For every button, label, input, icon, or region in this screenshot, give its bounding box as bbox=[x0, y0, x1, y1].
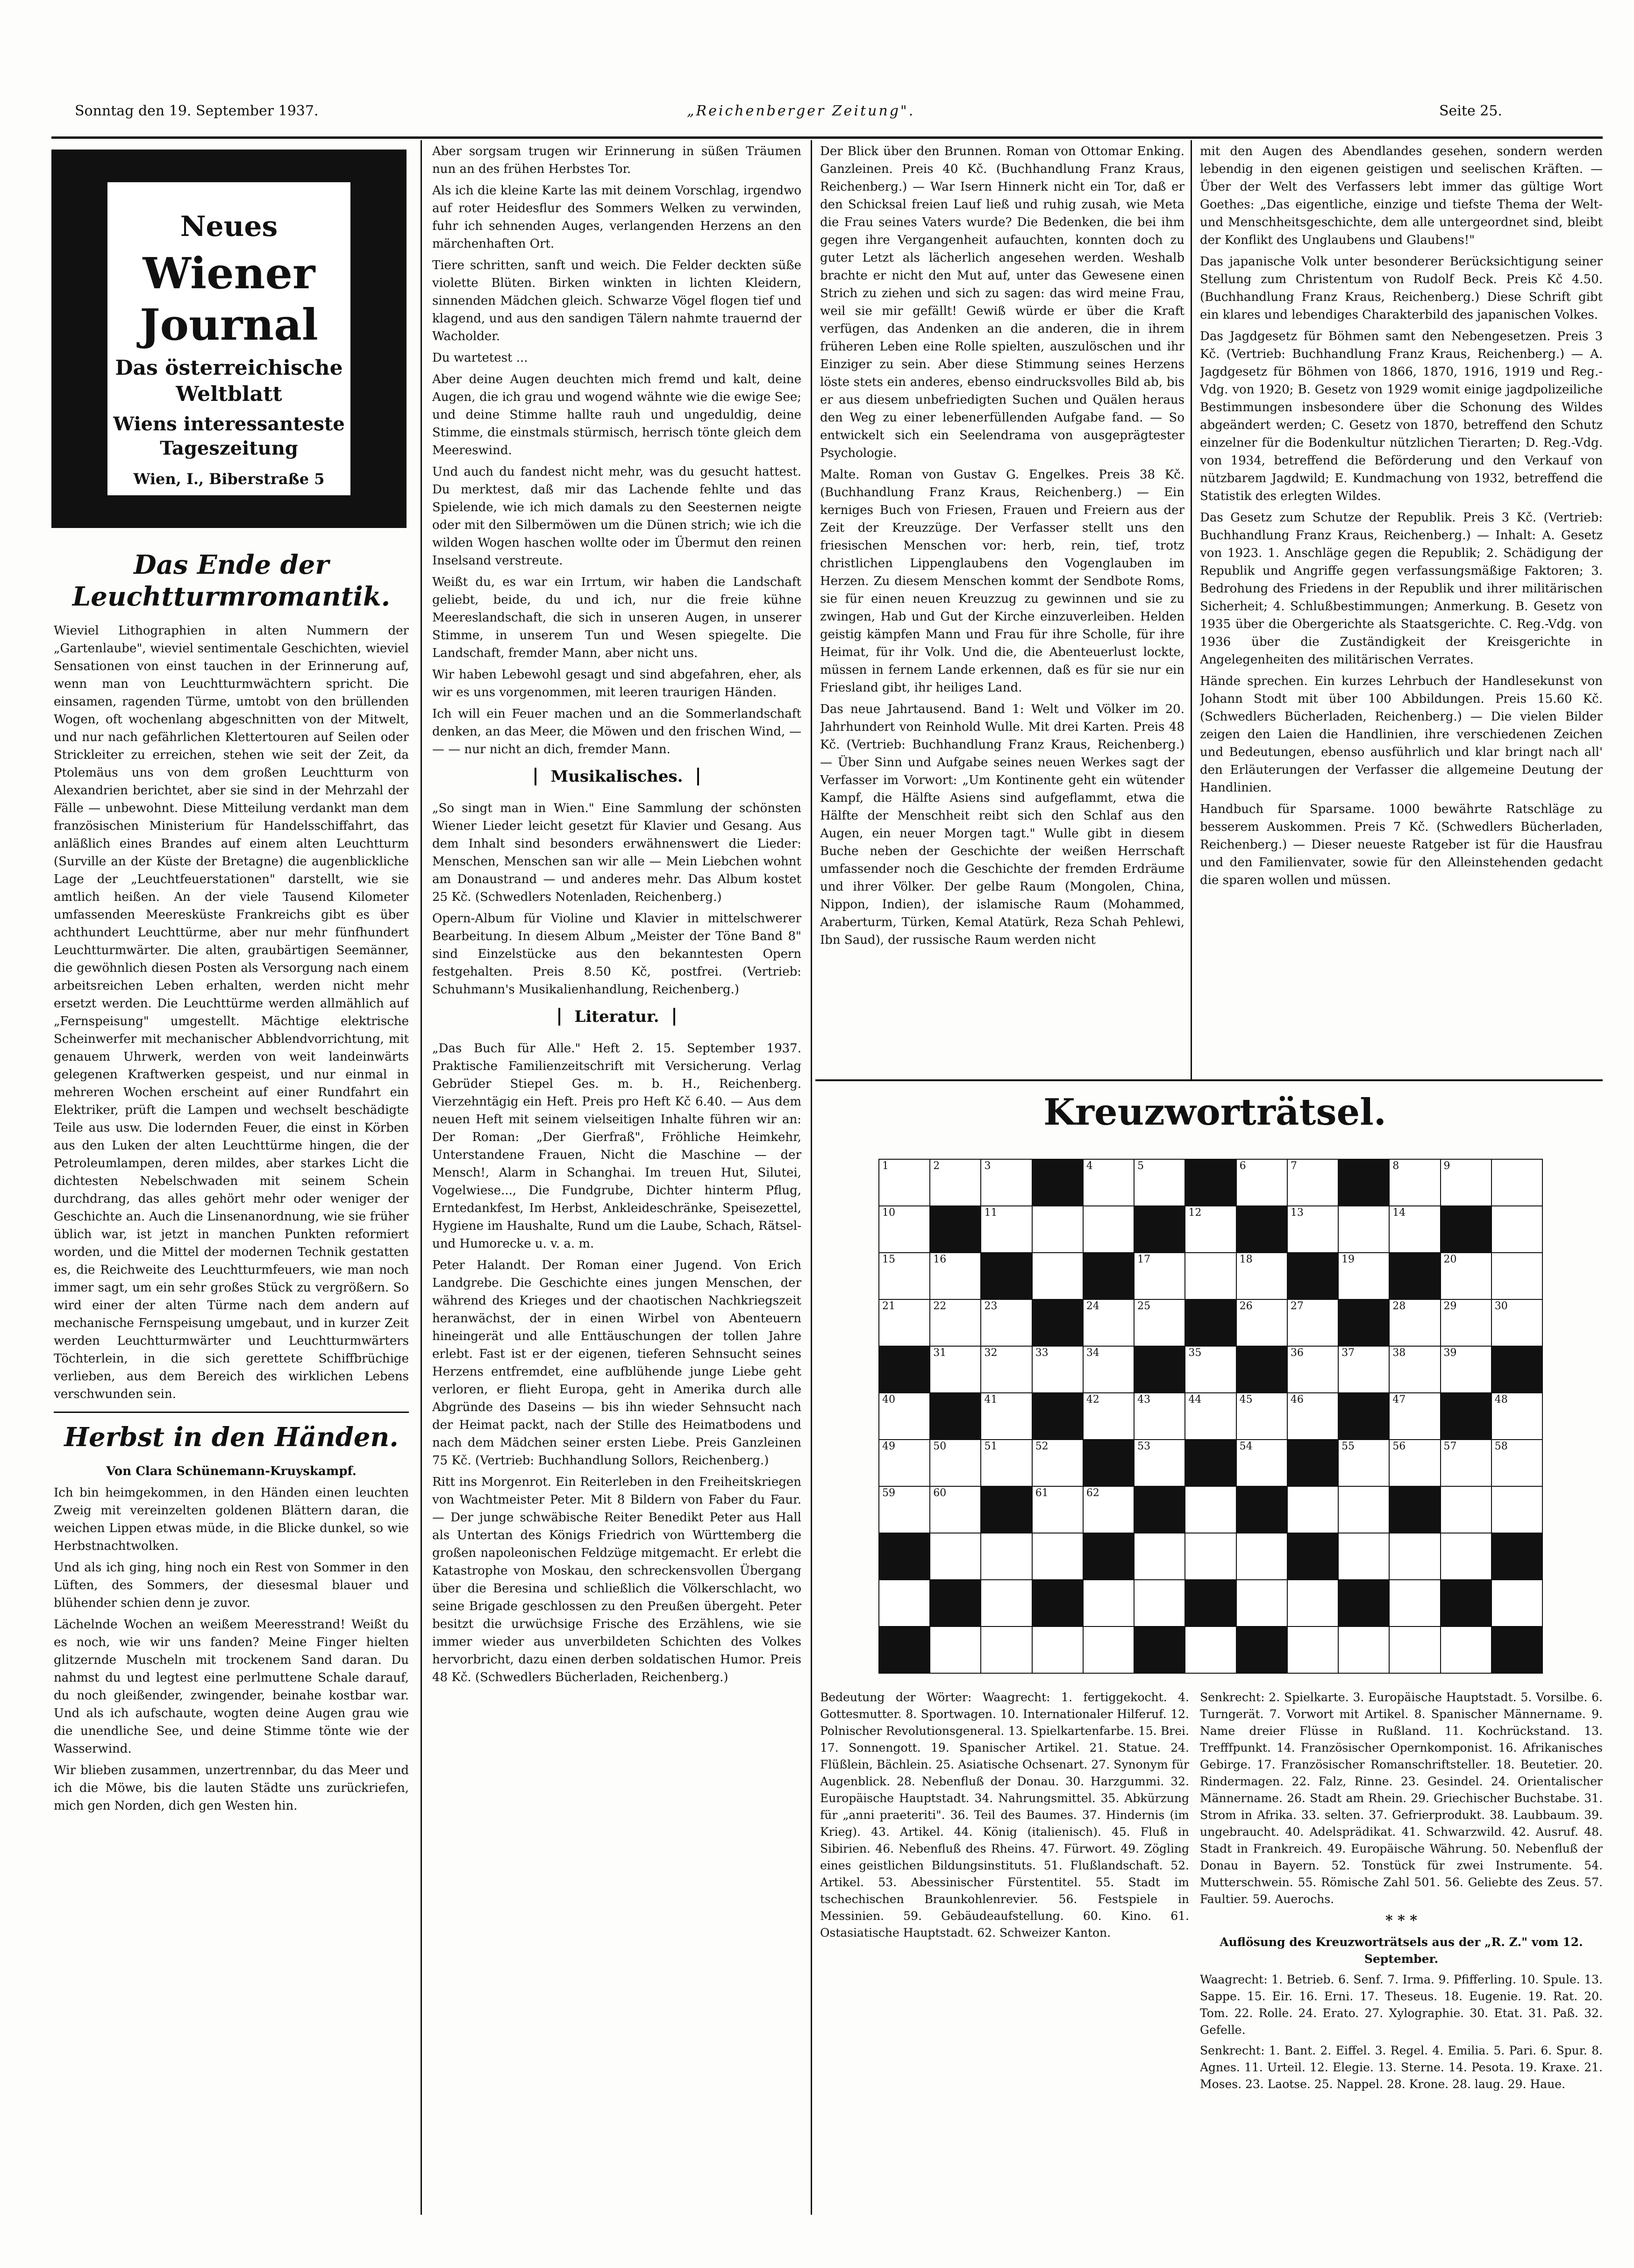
crossword-clue-number: 41 bbox=[984, 1394, 998, 1405]
crossword-cell[interactable] bbox=[1083, 1205, 1135, 1253]
crossword-cell[interactable] bbox=[1491, 1439, 1543, 1487]
crossword-cell[interactable] bbox=[1134, 1392, 1185, 1440]
crossword-black-cell bbox=[878, 1346, 930, 1393]
crossword-cell[interactable] bbox=[878, 1205, 930, 1253]
crossword-black-cell bbox=[1338, 1579, 1390, 1627]
section-heading-literature bbox=[432, 1008, 801, 1026]
clues-down: Senkrecht: 2. Spielkarte. 3. Europäische Hauptstadt. 5. Vorsilbe. 6. Turngerät. 7. Vorwort mit Artikel. 8. Spanischer Männername. 9. Name dreier Flüsse in Rußland. 11. Kochrückstand. 13. Trefffpunkt. 14. Französischer Opernkomponist. 16. Afrikanisches Gebirge. 17. Französischer Romanschriftsteller. 18. Beutetier. 20. Rindermagen. 22. Falz, Rinne. 23. Gesindel. 24. Orientalischer Männername. 26. Stadt am Rhein. 29. Griechischer Buchstabe. 31. Strom in Afrika. 33. selten. 37. Gefrierprodukt. 38. Laubbaum. 39. ungebraucht. 40. Adelsprädikat. 41. Schwarzwild. 42. Ausruf. 48. Stadt in Frankreich. 49. Europäische Währung. 50. Nebenfluß der Donau in Bayern. 52. Tonstück für zwei Instrumente. 54. Mutterschwein. 55. Römische Zahl 501. 56. Geliebte des Zeus. 57. Faultier. 59. Auerochs. bbox=[1200, 1690, 1603, 1906]
crossword-clue-number: 56 bbox=[1392, 1441, 1406, 1452]
crossword-title: Kreuzworträtsel. bbox=[1043, 1091, 1386, 1134]
crossword-clue-number: 23 bbox=[984, 1300, 998, 1312]
crossword-black-cell bbox=[1083, 1252, 1135, 1300]
review-entry: Das Jagdgesetz für Böhmen samt den Nebengesetzen. Preis 3 Kč. (Vertrieb: Buchhandlung Franz Kraus, Reichenberg.) — A. Jagdgesetz für Böhmen von 1866, 1870, 1916, 1919 und Reg.-Vdg. von 1920; B. Gesetz von 1929 womit einige jagdpolizeiliche Bestimmungen insbesondere über die Schonung des Wildes abgeändert werden; C. Gesetz von 1870, betreffend den Schutz einzelner für die Bodenkultur nützlichen Tierarten; D. Reg.-Vdg. von 1934, betreffend die Beförderung und den Verkauf von nützbarem Jagdwild; E. Kundmachung von 1932, betreffend die Statistik des erlegten Wildes. bbox=[1200, 329, 1603, 503]
crossword-clue-number: 24 bbox=[1086, 1300, 1099, 1312]
article-title: Herbst in den Händen. bbox=[64, 1422, 399, 1453]
crossword-cell[interactable] bbox=[1389, 1626, 1441, 1674]
crossword-cell[interactable] bbox=[980, 1626, 1032, 1674]
crossword-cell[interactable] bbox=[1032, 1205, 1084, 1253]
article-paragraph: Ich bin heimgekommen, in den Händen einen leuchten Zweig mit vereinzelten goldenen Blättern daran, die weichen Lippen etwas müde, in die Blicke dunkel, so wie Herbstnachtwolken. bbox=[54, 1486, 409, 1553]
crossword-cell[interactable] bbox=[1287, 1159, 1339, 1206]
crossword-clue-number: 48 bbox=[1494, 1394, 1508, 1405]
crossword-clue-number: 10 bbox=[882, 1207, 895, 1219]
crossword-cell[interactable] bbox=[878, 1579, 930, 1627]
crossword-cell[interactable] bbox=[929, 1626, 981, 1674]
article-paragraph: Wir blieben zusammen, unzertrennbar, du das Meer und ich die Möwe, bis die lauten Städte uns zurückriefen, mich gen Norden, dich gen Westen hin. bbox=[54, 1763, 409, 1813]
crossword-clue-number: 29 bbox=[1443, 1300, 1457, 1312]
crossword-black-cell bbox=[1134, 1205, 1185, 1253]
ad-panel bbox=[107, 182, 350, 495]
crossword-cell[interactable] bbox=[1440, 1346, 1492, 1393]
crossword-cell[interactable] bbox=[1134, 1533, 1185, 1580]
crossword-cell[interactable] bbox=[1287, 1299, 1339, 1347]
article-title: Das Ende der Leuchtturmromantik. bbox=[72, 549, 391, 612]
review-entry: Das neue Jahrtausend. Band 1: Welt und Völker im 20. Jahrhundert von Reinhold Wulle. Mit drei Karten. Preis 48 Kč. (Vertrieb: Buchhandlung Franz Kraus, Reichenberg.) — Über Sinn und Aufgabe seines neuen Werkes sagt der Verfasser im Vorwort: „Um Kontinente geht ein wütender Kampf, die Hälfte Asiens sind aufgeflammt, etwa die Hälfte der Menschheit reibt sich den Schlaf aus den Augen, ein neuer Morgen tagt." Wulle gibt in diesem Buche neben der Geschichte der weißen Herrschaft umfassender noch die Geschichte der fremden Erdräume und ihrer Völker. Der gelbe Raum (Mongolen, China, Nippon, Indien), der islamische Raum (Mohammed, Araberturm, Türken, Kemal Atatürk, Reza Schah Pehlewi, Ibn Saud), der russische Raum werden nicht bbox=[820, 702, 1184, 947]
crossword-clue-number: 34 bbox=[1086, 1347, 1099, 1359]
crossword-cell[interactable] bbox=[1491, 1486, 1543, 1533]
crossword-cell[interactable] bbox=[1440, 1533, 1492, 1580]
article-paragraph: Als ich die kleine Karte las mit deinem Vorschlag, irgendwo auf roter Heidesflur des Sommers Welken zu verwinden, fuhr ich sehnenden Auges, verlangenden Herzens an den märchenhaften Ort. bbox=[432, 184, 801, 251]
crossword-clue-number: 57 bbox=[1443, 1441, 1457, 1452]
crossword-clue-number: 19 bbox=[1341, 1254, 1355, 1265]
crossword-cell[interactable] bbox=[1440, 1252, 1492, 1300]
crossword-grid bbox=[878, 1159, 1542, 1673]
crossword-cell[interactable] bbox=[1236, 1299, 1288, 1347]
crossword-clue-number: 39 bbox=[1443, 1347, 1457, 1359]
crossword-cell[interactable] bbox=[1389, 1533, 1441, 1580]
crossword-clue-number: 35 bbox=[1188, 1347, 1202, 1359]
crossword-clue-number: 53 bbox=[1137, 1441, 1151, 1452]
crossword-cell[interactable] bbox=[1338, 1346, 1390, 1393]
crossword-cell[interactable] bbox=[1287, 1579, 1339, 1627]
crossword-clue-number: 40 bbox=[882, 1394, 895, 1405]
crossword-clue-number: 45 bbox=[1239, 1394, 1253, 1405]
crossword-clue-number: 50 bbox=[933, 1441, 947, 1452]
crossword-black-cell bbox=[1134, 1626, 1185, 1674]
crossword-clue-number: 60 bbox=[933, 1487, 947, 1499]
crossword-black-cell bbox=[1491, 1626, 1543, 1674]
crossword-cell[interactable] bbox=[1184, 1252, 1236, 1300]
ad-headline: Wiener Journal bbox=[140, 248, 318, 350]
crossword-cell[interactable] bbox=[980, 1392, 1032, 1440]
crossword-clue-number: 62 bbox=[1086, 1487, 1099, 1499]
article-paragraph: Ich will ein Feuer machen und an die Sommerlandschaft denken, an das Meer, die Möwen und den frischen Wind, — — — nur nicht an dich, fremder Mann. bbox=[432, 707, 801, 756]
crossword-clue-number: 22 bbox=[933, 1300, 947, 1312]
review-entry: Malte. Roman von Gustav G. Engelkes. Preis 38 Kč. (Buchhandlung Franz Kraus, Reichenberg.) — Ein kerniges Buch von Friesen, Frauen und Freiern aus der Zeit der Kreuzzüge. Der Verfasser stellt uns den friesischen Menschen vor: herb, rein, tief, trotz christlichen Lippenglaubens den Vogenglauben im Herzen. Zu diesem Menschen kommt der Sendbote Roms, sie für einen neuen Kreuzzug zu gewinnen und sie zu zwingen, Hab und Gut der Kirche einzuverleiben. Helden geistig kämpfen Mann und Frau für ihre Scholle, für ihre Heimat, für ihr Volk. Und die, die Abenteuerlust lockte, müssen in fernem Lande erkennen, daß es für sie nur ein Friesland gibt, ihr heiliges Land. bbox=[820, 468, 1184, 695]
crossword-cell[interactable] bbox=[1491, 1392, 1543, 1440]
crossword-cell[interactable] bbox=[1287, 1392, 1339, 1440]
crossword-cell[interactable] bbox=[1083, 1392, 1135, 1440]
crossword-cell[interactable] bbox=[1287, 1205, 1339, 1253]
crossword-cell[interactable] bbox=[1236, 1533, 1288, 1580]
review-entry: Opern-Album für Violine und Klavier in mittelschwerer Bearbeitung. In diesem Album „Meister der Töne Band 8" sind Einzelstücke aus den bekanntesten Opern festgehalten. Preis 8.50 Kč, postfrei. (Vertrieb: Schuhmann's Musikalienhandlung, Reichenberg.) bbox=[432, 912, 801, 997]
crossword-clue-number: 31 bbox=[933, 1347, 947, 1359]
crossword-cell[interactable] bbox=[878, 1252, 930, 1300]
crossword-cell[interactable] bbox=[1134, 1159, 1185, 1206]
solution-across: Waagrecht: 1. Betrieb. 6. Senf. 7. Irma. 9. Pfifferling. 10. Spule. 13. Sappe. 15. Eir. 16. Erni. 17. Theseus. 18. Eugenie. 19. Rat. 20. Tom. 22. Rolle. 24. Erato. 27. Xylographie. 30. Etat. 31. Paß. 32. Gefelle. bbox=[1200, 1973, 1603, 2037]
crossword-clue-number: 37 bbox=[1341, 1347, 1355, 1359]
crossword-black-cell bbox=[1032, 1159, 1084, 1206]
review-entry: Das japanische Volk unter besonderer Berücksichtigung seiner Stellung zum Christentum von Rudolf Beck. Preis Kč 4.50. (Buchhandlung Franz Kraus, Reichenberg.) Diese Schrift gibt ein klares und lebendiges Charakterbild des japanischen Volkes. bbox=[1200, 255, 1603, 322]
crossword-cell[interactable] bbox=[1134, 1439, 1185, 1487]
crossword-clue-number: 7 bbox=[1290, 1160, 1297, 1172]
crossword-black-cell bbox=[1184, 1159, 1236, 1206]
crossword-clue-number: 33 bbox=[1035, 1347, 1049, 1359]
crossword-clue-number: 47 bbox=[1392, 1394, 1406, 1405]
review-entry: Der Blick über den Brunnen. Roman von Ottomar Enking. Ganzleinen. Preis 40 Kč. (Buchhandlung Franz Kraus, Reichenberg.) — War Isern Hinnerk nicht ein Tor, daß er den Schicksal freien Lauf ließ und ruhig zusah, wie Meta die Frau seines Vaters wurde? Die Bedenken, die bei ihm gegen ihre Vergangenheit aufauchten, konnten doch zu guter Letzt als lächerlich angesehen werden. Weshalb brachte er nicht den Mut auf, unter das Gewesene einen Strich zu ziehen und sich zu sagen: das wird meine Frau, weil sie mir gefällt! Gewiß würde er über die Kraft verfügen, das Andenken an die anderen, die in ihrem früheren Leben eine Rolle spielten, auszulöschen und ihr Einziger zu sein. Aber diese Stimmung seines Herzens löste stets ein anderes, ebenso eindrucksvolles Bild ab, bis er aus diesem unbefriedigten Suchen und Quälen heraus den Weg zu einer lebenerfüllenden Aufgabe fand. — So entwickelt sich ein Seelendrama von ausgeprägtester Psychologie. bbox=[820, 144, 1184, 460]
crossword-cell[interactable] bbox=[1440, 1626, 1492, 1674]
column-divider bbox=[811, 140, 812, 2215]
crossword-cell[interactable] bbox=[1083, 1299, 1135, 1347]
article-paragraph: Du wartetest ... bbox=[432, 351, 528, 365]
ad-line: Das österreichische Weltblatt bbox=[115, 356, 343, 406]
crossword-clue-number: 43 bbox=[1137, 1394, 1151, 1405]
crossword-black-cell bbox=[878, 1626, 930, 1674]
crossword-cell[interactable] bbox=[1083, 1346, 1135, 1393]
crossword-black-cell bbox=[1440, 1579, 1492, 1627]
crossword-cell[interactable] bbox=[1083, 1579, 1135, 1627]
crossword-clue-number: 2 bbox=[933, 1160, 940, 1172]
crossword-cell[interactable] bbox=[1134, 1252, 1185, 1300]
crossword-cell[interactable] bbox=[1184, 1346, 1236, 1393]
crossword-cell[interactable] bbox=[1236, 1252, 1288, 1300]
review-entry: Handbuch für Sparsame. 1000 bewährte Ratschläge zu besserem Auskommen. Preis 7 Kč. (Schwedlers Bücherladen, Reichenberg.) — Dieser neueste Ratgeber ist für die Hausfrau und den Familienvater, sowie für den Alleinstehenden gedacht die sparen wollen und müssen. bbox=[1200, 802, 1603, 887]
crossword-clue-number: 6 bbox=[1239, 1160, 1246, 1172]
crossword-black-cell bbox=[1491, 1533, 1543, 1580]
crossword-cell[interactable] bbox=[1236, 1159, 1288, 1206]
crossword-cell[interactable] bbox=[1236, 1392, 1288, 1440]
article-paragraph: Aber deine Augen deuchten mich fremd und kalt, deine Augen, die ich grau und wogend wähnte wie die ewige See; und deine Stimme hallte rauh und ungeduldig, deine Stimme, die einstmals stürmisch, herrisch tönte gleich dem Meereswind. bbox=[432, 372, 801, 457]
crossword-black-cell bbox=[1032, 1392, 1084, 1440]
crossword-cell[interactable] bbox=[1287, 1626, 1339, 1674]
crossword-black-cell bbox=[1338, 1299, 1390, 1347]
article-paragraph: Aber sorgsam trugen wir Erinnerung in süßen Träumen nun an des frühen Herbstes Tor. bbox=[432, 144, 801, 176]
crossword-clue-number: 55 bbox=[1341, 1441, 1355, 1452]
crossword-black-cell bbox=[1236, 1486, 1288, 1533]
crossword-black-cell bbox=[1184, 1579, 1236, 1627]
crossword-cell[interactable] bbox=[1389, 1392, 1441, 1440]
crossword-cell[interactable] bbox=[1389, 1346, 1441, 1393]
crossword-clue-number: 59 bbox=[882, 1487, 895, 1499]
ad-line: Wiens interessanteste Tageszeitung bbox=[113, 413, 345, 459]
crossword-cell[interactable] bbox=[1184, 1392, 1236, 1440]
crossword-cell[interactable] bbox=[1338, 1205, 1390, 1253]
crossword-clue-number: 14 bbox=[1392, 1207, 1406, 1219]
crossword-clue-number: 49 bbox=[882, 1441, 895, 1452]
article-paragraph: Wir haben Lebewohl gesagt und sind abgefahren, eher, als wir es uns vorgenommen, mit leeren traurigen Händen. bbox=[432, 668, 801, 699]
crossword-cell[interactable] bbox=[1134, 1299, 1185, 1347]
crossword-cell[interactable] bbox=[1491, 1579, 1543, 1627]
crossword-cell[interactable] bbox=[1389, 1159, 1441, 1206]
crossword-black-cell bbox=[1184, 1299, 1236, 1347]
crossword-cell[interactable] bbox=[929, 1486, 981, 1533]
crossword-cell[interactable] bbox=[1236, 1579, 1288, 1627]
article-paragraph: Weißt du, es war ein Irrtum, wir haben die Landschaft geliebt, beide, du und ich, nur die freie kühne Meereslandschaft, die sich in unseren Augen, in unserer Stimme, in unserem Tun und Wesen spiegelte. Die Landschaft, fremder Mann, aber nicht uns. bbox=[432, 575, 801, 660]
crossword-cell[interactable] bbox=[1287, 1346, 1339, 1393]
crossword-cell[interactable] bbox=[1338, 1486, 1390, 1533]
review-entry: Ritt ins Morgenrot. Ein Reiterleben in den Freiheitskriegen von Wachtmeister Peter. Mit 8 Bildern von Faber du Faur. — Der junge schwäbische Reiter Benedikt Peter aus Hall als Untertan des Königs Friedrich von Württemberg die großen napoleonischen Feldzüge mitgemacht. Er erlebt die Katastrophe von Moskau, den schreckensvollen Übergang über die Beresina und schließlich die Völkerschlacht, wo seine Brigade geschlossen zu den Preußen übergeht. Peter besitzt die urwüchsige Frische des Erzählens, wie sie immer wieder aus unverbildeten Schichten des Volkes hervorbricht, dazu einen derben soldatischen Humor. Preis 48 Kč. (Schwedlers Bücherladen, Reichenberg.) bbox=[432, 1475, 801, 1684]
crossword-black-cell bbox=[929, 1392, 981, 1440]
crossword-black-cell bbox=[1389, 1252, 1441, 1300]
crossword-cell[interactable] bbox=[1491, 1252, 1543, 1300]
crossword-clue-number: 13 bbox=[1290, 1207, 1304, 1219]
article-byline: Von Clara Schünemann-Kruyskampf. bbox=[106, 1464, 357, 1478]
crossword-clue-number: 3 bbox=[984, 1160, 991, 1172]
page-number: Seite 25. bbox=[1439, 103, 1502, 119]
crossword-clue-number: 8 bbox=[1392, 1160, 1399, 1172]
article-paragraph: Und auch du fandest nicht mehr, was du gesucht hattest. Du merktest, daß mir das Lachende fehlte und das Spielende, wie ich mich damals zu den Seesternen neigte oder mit den Silbermöwen um die Dünen strich; wie ich die wilden Wogen haschen wollte oder im Übermut den reinen Inselsand verstreute. bbox=[432, 465, 801, 568]
column-divider bbox=[1191, 140, 1192, 1079]
crossword-black-cell bbox=[1184, 1439, 1236, 1487]
crossword-black-cell bbox=[929, 1205, 981, 1253]
crossword-cell[interactable] bbox=[1491, 1299, 1543, 1347]
crossword-clue-number: 12 bbox=[1188, 1207, 1202, 1219]
crossword-black-cell bbox=[1032, 1579, 1084, 1627]
review-entry: mit den Augen des Abendlandes gesehen, sondern werden lebendig in den eigenen geistigen und seelischen Kräften. — Über der Welt des Verfassers lebt immer das gültige Wort Goethes: „Das eigentliche, einzige und tiefste Thema der Welt- und Menschheitsgeschichte, dem alle untergeordnet sind, bleibt der Konflikt des Unglaubens und Glaubens!" bbox=[1200, 144, 1603, 247]
crossword-clue-number: 26 bbox=[1239, 1300, 1253, 1312]
crossword-cell[interactable] bbox=[1338, 1439, 1390, 1487]
column-3 bbox=[820, 143, 1184, 1077]
crossword-cell[interactable] bbox=[878, 1159, 930, 1206]
crossword-cell[interactable] bbox=[1032, 1252, 1084, 1300]
crossword-cell[interactable] bbox=[1491, 1159, 1543, 1206]
crossword-black-cell bbox=[1032, 1299, 1084, 1347]
crossword-clue-number: 18 bbox=[1239, 1254, 1253, 1265]
crossword-black-cell bbox=[1491, 1346, 1543, 1393]
review-entry: Peter Halandt. Der Roman einer Jugend. Von Erich Landgrebe. Die Geschichte eines jungen Menschen, der während des Krieges und der chaotischen Nachkriegszeit heranwächst, der in einen Wirbel von Abenteuern hineingerät und alle Enttäuschungen der tollen Jahre erlebt. Fast ist er der eigenen, tieferen Sehnsucht seines Herzens entfremdet, eine aufblühende junge Liebe geht verloren, er flieht Europa, geht in Amerika durch alle Abgründe des Daseins — bis ihn wieder Sehnsucht nach der Heimat packt, nach der Stille des Heimatbodens und nach dem Mädchen seiner ersten Liebe. Preis Ganzleinen 75 Kč. (Vertrieb: Buchhandlung Sollors, Reichenberg.) bbox=[432, 1258, 801, 1468]
crossword-cell[interactable] bbox=[878, 1392, 930, 1440]
crossword-black-cell bbox=[980, 1252, 1032, 1300]
review-entry: „Das Buch für Alle." Heft 2. 15. September 1937. Praktische Familienzeitschrift mit Versicherung. Verlag Gebrüder Stiepel Ges. m. b. H., Reichenberg. Vierzehntägig ein Heft. Preis pro Heft Kč 6.40. — Aus dem neuen Heft mit seinem vielseitigen Inhalte führen wir an: Der Roman: „Der Gierfraß", Fröhliche Heimkehr, Unterstandene Frauen, Nicht die Maschine — der Mensch!, Alarm in Schanghai. Im treuen Hut, Silutei, Vogelwiese..., Die Fundgrube, Dichter hinterm Pflug, Erntedankfest, Im Herbst, Ankleideschränke, Speisezettel, Hygiene im Haushalte, Rund um die Laube, Schach, Rätsel- und Humorecke u. v. a. m. bbox=[432, 1041, 801, 1251]
section-heading-label: Literatur. bbox=[558, 1008, 675, 1026]
crossword-clues bbox=[820, 1689, 1189, 2212]
crossword-clue-number: 4 bbox=[1086, 1160, 1093, 1172]
header-rule bbox=[51, 136, 1603, 139]
column-2 bbox=[432, 143, 801, 2212]
crossword-black-cell bbox=[1083, 1533, 1135, 1580]
crossword-clue-number: 27 bbox=[1290, 1300, 1304, 1312]
crossword-cell[interactable] bbox=[1287, 1486, 1339, 1533]
crossword-clue-number: 44 bbox=[1188, 1394, 1202, 1405]
article-paragraph: Lächelnde Wochen an weißem Meeresstrand! Weißt du es noch, wie wir uns fanden? Meine Finger hielten glitzernde Muscheln mit trockenem Sand daran. Du nahmst du und legtest eine perlmuttene Schale darauf, du noch gleißender, zwingender, beinahe kostbar war. Und als ich aufschaute, wogten deine Augen grau wie die unendliche See, und deine Stimme tönte wie der Wasserwind. bbox=[54, 1618, 409, 1756]
crossword-black-cell bbox=[1440, 1392, 1492, 1440]
crossword-cell[interactable] bbox=[980, 1299, 1032, 1347]
crossword-cell[interactable] bbox=[929, 1533, 981, 1580]
crossword-cell[interactable] bbox=[1338, 1533, 1390, 1580]
crossword-cell[interactable] bbox=[1440, 1439, 1492, 1487]
crossword-black-cell bbox=[1338, 1392, 1390, 1440]
crossword-clue-number: 38 bbox=[1392, 1347, 1406, 1359]
section-heading-label: Musikalisches. bbox=[535, 768, 699, 785]
column-divider bbox=[421, 140, 422, 2215]
page-header bbox=[75, 93, 1607, 126]
crossword-rule bbox=[815, 1079, 1603, 1081]
crossword-cell[interactable] bbox=[1389, 1205, 1441, 1253]
solution-title: Auflösung des Kreuzworträtsels aus der „R. Z." vom 12. September. bbox=[1220, 1935, 1583, 1966]
ad-address: Wien, I., Biberstraße 5 bbox=[133, 470, 325, 488]
crossword-black-cell bbox=[1440, 1205, 1492, 1253]
article-divider bbox=[54, 1412, 409, 1413]
separator-stars: * * * bbox=[1385, 1912, 1417, 1929]
crossword-clue-number: 21 bbox=[882, 1300, 895, 1312]
ad-line: Neues bbox=[180, 210, 278, 243]
crossword-cell[interactable] bbox=[1032, 1346, 1084, 1393]
crossword-cell[interactable] bbox=[878, 1486, 930, 1533]
column-4 bbox=[1200, 143, 1603, 1077]
crossword-cell[interactable] bbox=[1491, 1205, 1543, 1253]
crossword-black-cell bbox=[1134, 1486, 1185, 1533]
crossword-cell[interactable] bbox=[980, 1159, 1032, 1206]
crossword-clue-number: 25 bbox=[1137, 1300, 1151, 1312]
crossword-cell[interactable] bbox=[929, 1252, 981, 1300]
crossword-cell[interactable] bbox=[1032, 1439, 1084, 1487]
crossword-black-cell bbox=[1236, 1205, 1288, 1253]
crossword-clue-number: 15 bbox=[882, 1254, 895, 1265]
crossword-black-cell bbox=[1083, 1439, 1135, 1487]
crossword-cell[interactable] bbox=[1389, 1299, 1441, 1347]
crossword-clue-number: 36 bbox=[1290, 1347, 1304, 1359]
crossword-clue-number: 28 bbox=[1392, 1300, 1406, 1312]
issue-date: Sonntag den 19. September 1937. bbox=[75, 103, 319, 119]
crossword-cell[interactable] bbox=[980, 1533, 1032, 1580]
crossword-cell[interactable] bbox=[1083, 1159, 1135, 1206]
crossword-cell[interactable] bbox=[1184, 1626, 1236, 1674]
crossword-clue-number: 52 bbox=[1035, 1441, 1049, 1452]
crossword-clue-number: 58 bbox=[1494, 1441, 1508, 1452]
column-1 bbox=[54, 549, 409, 2212]
crossword-black-cell bbox=[1389, 1486, 1441, 1533]
crossword-black-cell bbox=[1134, 1346, 1185, 1393]
crossword-cell[interactable] bbox=[1236, 1439, 1288, 1487]
wiener-journal-ad bbox=[51, 150, 407, 528]
crossword-clue-number: 17 bbox=[1137, 1254, 1151, 1265]
article-body: Wieviel Lithographien in alten Nummern der „Gartenlaube", wieviel sentimentale Geschichten, wieviel Sensationen von einst tauchen in der Erinnerung auf, wenn man von Leuchtturmwächtern spricht. Die einsamen, ragenden Türme, umtobt von den brüllenden Wogen, oft wochenlang abgeschnitten von der Mitwelt, und nur nach gefährlichen Klettertouren auf Seilen oder Strickleiter zu erreichen, stehen wie seit der Zeit, da Ptolemäus uns von dem großen Leuchtturm von Alexandrien berichtet, aber sie sind in der Mehrzahl der Fälle — unbewohnt. Diese Mitteilung verdankt man dem französischen Ministerium für Handelsschiffahrt, das anläßlich eines Brandes auf einem alten Leuchtturm (Surville an der Küste der Bretagne) die augenblickliche Lage der „Leuchtfeuerstationen" darstellt, wie sie amtlich heißen. An der viele Tausend Kilometer umfassenden Meeresküste Frankreichs gibt es über achthundert Leuchttürme, aber nur mehr fünfhundert Leuchtturmwärter. Die alten, graubärtigen Seemänner, die gewöhnlich diesen Posten als Versorgung nach einem arbeitsreichen Leben erhalten, werden nicht mehr ersetzt werden. Die Leuchttürme werden allmählich auf „Fernspeisung" umgestellt. Mächtige elektrische Scheinwerfer mit mechanischer Abblendvorrichtung, mit genauem Uhrwerk, werden von weit landeinwärts gelegenen Kraftwerken gespeist, und nur einmal in mehreren Wochen erscheint auf einer Rundfahrt ein Elektriker, prüft die Lampen und wechselt beschädigte Teile aus usw. Die lodernden Feuer, die einst in Körben aus den Luken der alten Leuchttürme hingen, die der Petroleumlampen, deren mildes, aber starkes Licht die dichtesten Nebelschwaden mit seinem Schein durchdrang, das alles gehört mehr oder weniger der Geschichte an. Auch die Linsenanordnung, wie sie früher üblich war, ist jetzt in manchen Punkten reformiert worden, und die Mittel der modernen Technik gestatten es, die Reichweite des Leuchtturmfeuers, wie man noch immer sagt, um ein sehr großes Stück zu vergrößern. So wird einer der alten Türme nach dem andern auf mechanische Fernspeisung umgebaut, und in kurzer Zeit werden Leuchtturmwärter und Leuchtturmwärters Töchterlein, in die sich gerettete Schiffbrüchige verlieben, aus dem Bereich des wirklichen Lebens verschwunden sein. bbox=[54, 624, 409, 1401]
review-entry: „So singt man in Wien." Eine Sammlung der schönsten Wiener Lieder leicht gesetzt für Klavier und Gesang. Aus dem Inhalt sind besonders erwähnenswert die Lieder: Menschen, Menschen san wir alle — Mein Liebchen wohnt am Donaustrand — und anderes mehr. Das Album kostet 25 Kč. (Schwedlers Notenladen, Reichenberg.) bbox=[432, 801, 801, 904]
crossword-cell[interactable] bbox=[1440, 1159, 1492, 1206]
crossword-cell[interactable] bbox=[1134, 1579, 1185, 1627]
crossword-cell[interactable] bbox=[980, 1205, 1032, 1253]
crossword-cell[interactable] bbox=[878, 1439, 930, 1487]
newspaper-name: „Reichenberger Zeitung". bbox=[687, 103, 915, 119]
crossword-clue-number: 51 bbox=[984, 1441, 998, 1452]
review-entry: Das Gesetz zum Schutze der Republik. Preis 3 Kč. (Vertrieb: Buchhandlung Franz Kraus, Reichenberg.) — Inhalt: A. Gesetz von 1923. 1. Anschläge gegen die Republik; 2. Schädigung der Republik und Angriffe gegen verfassungsmäßige Faktoren; 3. Bedrohung des Friedens in der Republik und ihrer militärischen Sicherheit; 4. Schlußbestimmungen; Anmerkung. B. Gesetz von 1935 über die Obergerichte als Staatsgerichte. C. Reg.-Vdg. von 1936 über die Zuständigkeit der Kreisgerichte in Angelegenheiten des militärischen Verrates. bbox=[1200, 511, 1603, 667]
crossword-cell[interactable] bbox=[929, 1346, 981, 1393]
crossword-black-cell bbox=[1287, 1533, 1339, 1580]
crossword-black-cell bbox=[929, 1579, 981, 1627]
crossword-cell[interactable] bbox=[1389, 1439, 1441, 1487]
crossword-cell[interactable] bbox=[1338, 1252, 1390, 1300]
crossword-black-cell bbox=[1287, 1439, 1339, 1487]
crossword-clue-number: 32 bbox=[984, 1347, 998, 1359]
crossword-cell[interactable] bbox=[980, 1439, 1032, 1487]
crossword-clue-number: 42 bbox=[1086, 1394, 1099, 1405]
crossword-cell[interactable] bbox=[1389, 1579, 1441, 1627]
solution-down: Senkrecht: 1. Bant. 2. Eiffel. 3. Regel. 4. Emilia. 5. Pari. 6. Spur. 8. Agnes. 11. Urteil. 12. Elegie. 13. Sterne. 14. Pesota. 19. Kraxe. 21. Moses. 23. Laotse. 25. Nappel. 28. Krone. 28. laug. 29. Haue. bbox=[1200, 2044, 1603, 2091]
crossword-black-cell bbox=[1338, 1159, 1390, 1206]
crossword-cell[interactable] bbox=[980, 1346, 1032, 1393]
review-entry: Hände sprechen. Ein kurzes Lehrbuch der Handlesekunst von Johann Stodt mit über 100 Abbildungen. Preis 15.60 Kč. (Schwedlers Bücherladen, Reichenberg.) — Die vielen Bilder zeigen den Laien die Handlinien, ihre verschiedenen Zeichen und Bedeutungen, ebenso ausführlich und klar bringt nach all' den Erläuterungen der Verfasser die allgemeine Deutung der Handlinien. bbox=[1200, 674, 1603, 795]
article-paragraph: Tiere schritten, sanft und weich. Die Felder deckten süße violette Blüten. Birken winkten in lichten Kleidern, sinnenden Mädchen gleich. Schwarze Vögel flogen tief und klagend, und aus den sandigen Tälern nahmte trauernd der Wacholder. bbox=[432, 258, 801, 343]
crossword-cell[interactable] bbox=[1440, 1299, 1492, 1347]
crossword-clues-down bbox=[1200, 1689, 1603, 2212]
crossword-clue-number: 1 bbox=[882, 1160, 889, 1172]
crossword-clue-number: 16 bbox=[933, 1254, 947, 1265]
crossword-black-cell bbox=[1236, 1626, 1288, 1674]
crossword-cell[interactable] bbox=[980, 1579, 1032, 1627]
crossword-cell[interactable] bbox=[1083, 1626, 1135, 1674]
crossword-cell[interactable] bbox=[1440, 1486, 1492, 1533]
crossword-cell[interactable] bbox=[1032, 1533, 1084, 1580]
crossword-cell[interactable] bbox=[929, 1159, 981, 1206]
crossword-cell[interactable] bbox=[1083, 1486, 1135, 1533]
crossword-cell[interactable] bbox=[1184, 1486, 1236, 1533]
crossword-clue-number: 46 bbox=[1290, 1394, 1304, 1405]
article-paragraph: Und als ich ging, hing noch ein Rest von Sommer in den Lüften, des Sommers, der diesesmal blauer und blühender schien denn je zuvor. bbox=[54, 1561, 409, 1610]
crossword-black-cell bbox=[1287, 1252, 1339, 1300]
crossword-black-cell bbox=[1236, 1346, 1288, 1393]
crossword-clue-number: 61 bbox=[1035, 1487, 1049, 1499]
crossword-cell[interactable] bbox=[1184, 1205, 1236, 1253]
crossword-clue-number: 54 bbox=[1239, 1441, 1253, 1452]
crossword-cell[interactable] bbox=[929, 1299, 981, 1347]
crossword-cell[interactable] bbox=[1032, 1486, 1084, 1533]
crossword-cell[interactable] bbox=[1184, 1533, 1236, 1580]
crossword-clue-number: 9 bbox=[1443, 1160, 1450, 1172]
crossword-clue-number: 5 bbox=[1137, 1160, 1144, 1172]
crossword-cell[interactable] bbox=[929, 1439, 981, 1487]
crossword-black-cell bbox=[980, 1486, 1032, 1533]
crossword-black-cell bbox=[878, 1533, 930, 1580]
crossword-clue-number: 20 bbox=[1443, 1254, 1457, 1265]
crossword-clue-number: 11 bbox=[984, 1207, 998, 1219]
crossword-cell[interactable] bbox=[1338, 1626, 1390, 1674]
crossword-cell[interactable] bbox=[878, 1299, 930, 1347]
crossword-clue-number: 30 bbox=[1494, 1300, 1508, 1312]
clues-across: Bedeutung der Wörter: Waagrecht: 1. fertiggekocht. 4. Gottesmutter. 8. Sportwagen. 10. Internationaler Hilferuf. 12. Polnischer Revolutionsgeneral. 13. Spielkartenfarbe. 15. Brei. 17. Sonnengott. 19. Spanischer Artikel. 21. Statue. 24. Flüßlein, Bächlein. 25. Asiatische Ochsenart. 27. Synonym für Augenblick. 28. Nebenfluß der Donau. 30. Harzgummi. 32. Europäische Hauptstadt. 34. Nahrungsmittel. 35. Abkürzung für „anni praeteriti". 36. Teil des Baumes. 37. Hindernis (im Krieg). 43. Artikel. 44. König (italienisch). 45. Fluß in Sibirien. 46. Nebenfluß des Rheins. 47. Fürwort. 49. Zögling eines geistlichen Bildungsinstituts. 51. Flußlandschaft. 52. Artikel. 53. Abessinischer Fürstentitel. 55. Stadt im tschechischen Braunkohlenrevier. 56. Festspiele in Messinien. 59. Gebäudeaufstellung. 60. Kino. 61. Ostasiatische Hauptstadt. 62. Schweizer Kanton. bbox=[820, 1690, 1189, 1940]
section-heading-music bbox=[432, 768, 801, 785]
crossword-cell[interactable] bbox=[1032, 1626, 1084, 1674]
